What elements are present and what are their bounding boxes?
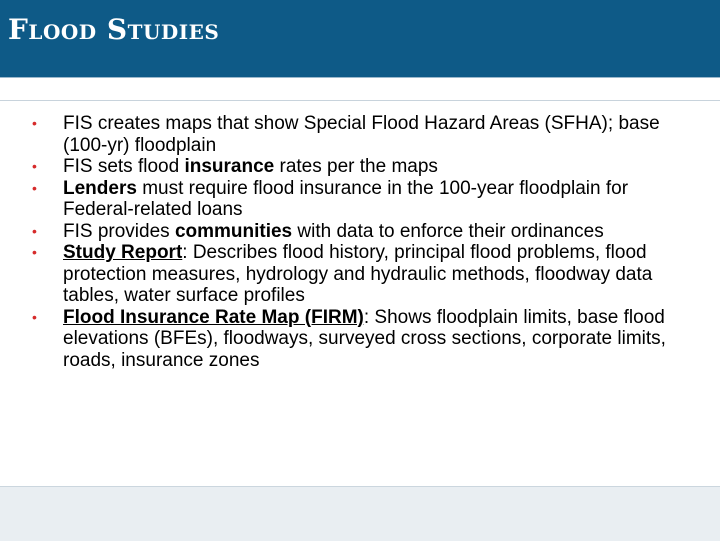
bullet-item <box>32 221 704 243</box>
title-bar <box>0 0 720 77</box>
bullet-text: : Shows floodplain limits, base flood elevations (BFEs), floodways, surveyed cross sections, corporate limits, roads, insurance zones <box>63 306 666 371</box>
content-divider <box>0 100 720 101</box>
bullet-dot-icon: • <box>32 179 37 196</box>
bullet-list <box>32 113 704 371</box>
bullet-emphasis: communities <box>174 220 293 242</box>
bullet-item <box>32 307 704 372</box>
bullet-item <box>32 178 704 221</box>
bullet-emphasis: insurance <box>184 156 275 177</box>
footer-band <box>0 486 720 541</box>
slide-title: Flood Studies <box>8 13 220 46</box>
bullet-dot-icon: • <box>32 244 37 260</box>
bullet-text: FIS provides <box>63 220 175 242</box>
bullet-dot-icon: • <box>32 115 37 131</box>
bullet-dot-icon: • <box>32 158 37 174</box>
bullet-item <box>32 156 704 178</box>
bullet-term-firm: Flood Insurance Rate Map (FIRM) <box>63 306 364 328</box>
bullet-text: with data to enforce their ordinances <box>292 220 604 242</box>
bullet-term-study-report: Study Report <box>63 242 183 263</box>
bullet-text: FIS creates maps that show Special Flood Hazard Areas (SFHA); base (100-yr) floodplain <box>63 113 660 156</box>
bullet-text: : Describes flood history, principal flood problems, flood protection measures, hydrology and hydraulic methods, floodway data tables, water surface profiles <box>63 242 653 306</box>
bullet-dot-icon: • <box>32 308 37 325</box>
bullet-dot-icon: • <box>32 222 37 239</box>
bullet-emphasis: Lenders <box>63 177 137 199</box>
bullet-text: rates per the maps <box>274 156 438 177</box>
bullet-item <box>32 113 704 156</box>
bullet-item <box>32 242 704 307</box>
title-divider <box>0 77 720 78</box>
bullet-text: must require flood insurance in the 100-year floodplain for Federal-related loans <box>63 177 629 220</box>
bullet-text: FIS sets flood <box>63 156 185 177</box>
